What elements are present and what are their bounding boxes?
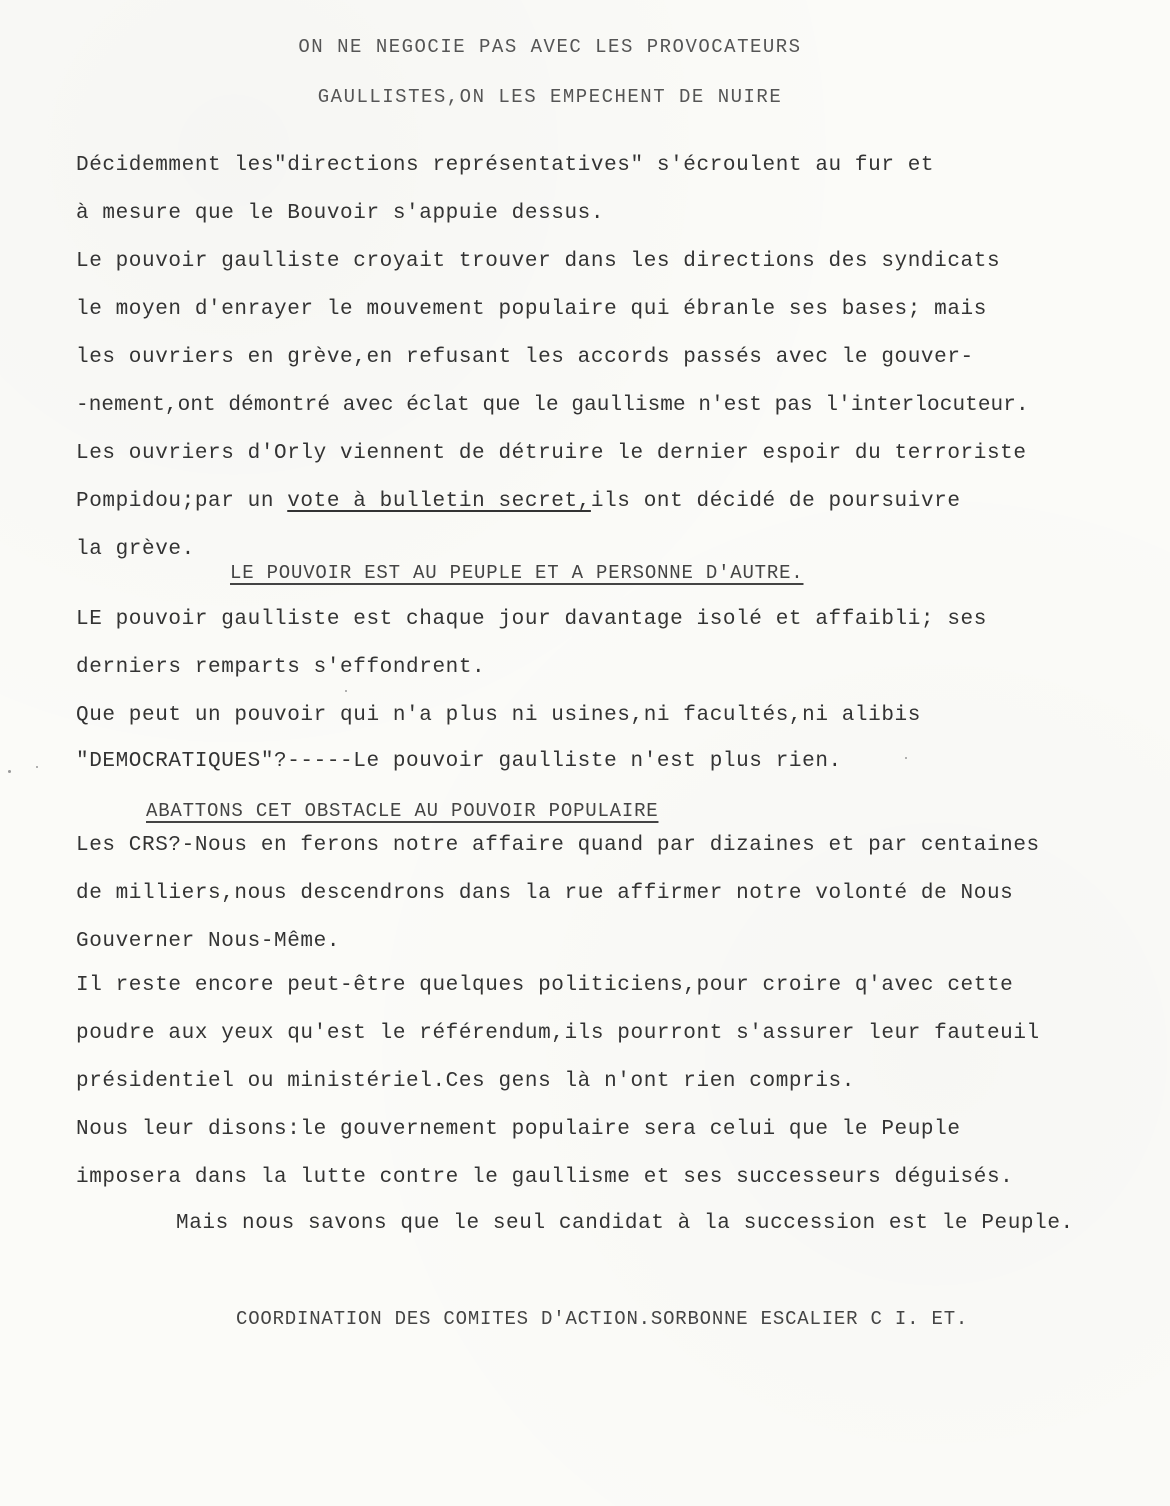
document-title-line-2: GAULLISTES,ON LES EMPECHENT DE NUIRE bbox=[317, 86, 783, 108]
text-line: derniers remparts s'effondrent. bbox=[76, 656, 486, 679]
text-line: Que peut un pouvoir qui n'a plus ni usines,ni facultés,ni alibis bbox=[76, 704, 921, 727]
text-line: LE pouvoir gaulliste est chaque jour davantage isolé et affaibli; ses bbox=[76, 608, 987, 631]
section-heading-2: ABATTONS CET OBSTACLE AU POUVOIR POPULAIRE bbox=[146, 800, 659, 822]
document-title-line-1: ON NE NEGOCIE PAS AVEC LES PROVOCATEURS bbox=[298, 36, 802, 58]
text-segment: Pompidou;par un bbox=[76, 490, 288, 513]
text-line: Mais nous savons que le seul candidat à la succession est le Peuple. bbox=[176, 1212, 1074, 1235]
text-line: Il reste encore peut-être quelques politiciens,pour croire q'avec cette bbox=[76, 974, 1014, 997]
underlined-phrase: vote à bulletin secret, bbox=[287, 490, 591, 513]
text-line: les ouvriers en grève,en refusant les accords passés avec le gouver- bbox=[76, 346, 974, 369]
paper-speck bbox=[345, 690, 347, 692]
text-line: Le pouvoir gaulliste croyait trouver dans les directions des syndicats bbox=[76, 250, 1001, 273]
text-line: poudre aux yeux qu'est le référendum,ils pourront s'assurer leur fauteuil bbox=[76, 1022, 1040, 1045]
signature-footer: COORDINATION DES COMITES D'ACTION.SORBONNE ESCALIER C I. ET. bbox=[236, 1308, 969, 1330]
paper-speck bbox=[36, 766, 38, 768]
text-line: Nous leur disons:le gouvernement populaire sera celui que le Peuple bbox=[76, 1118, 961, 1141]
text-line: imposera dans la lutte contre le gaullisme et ses successeurs déguisés. bbox=[76, 1166, 1014, 1189]
text-line: Décidemment les"directions représentatives" s'écroulent au fur et bbox=[76, 154, 935, 177]
text-line: de milliers,nous descendrons dans la rue affirmer notre volonté de Nous bbox=[76, 882, 1014, 905]
text-line: le moyen d'enrayer le mouvement populaire qui ébranle ses bases; mais bbox=[76, 298, 987, 321]
section-heading-1: LE POUVOIR EST AU PEUPLE ET A PERSONNE D'AUTRE. bbox=[230, 562, 804, 584]
text-line: la grève. bbox=[76, 538, 195, 561]
text-line: présidentiel ou ministériel.Ces gens là n'ont rien compris. bbox=[76, 1070, 855, 1093]
text-line: Gouverner Nous-Même. bbox=[76, 930, 341, 953]
text-line: Les CRS?-Nous en ferons notre affaire quand par dizaines et par centaines bbox=[76, 834, 1040, 857]
text-segment: ils ont décidé de poursuivre bbox=[590, 490, 961, 513]
text-line bbox=[76, 490, 961, 513]
paper-speck bbox=[8, 770, 11, 773]
text-line: "DEMOCRATIQUES"?-----Le pouvoir gaulliste n'est plus rien. bbox=[76, 750, 842, 773]
text-line: -nement,ont démontré avec éclat que le gaullisme n'est pas l'interlocuteur. bbox=[76, 394, 1029, 417]
text-line: à mesure que le Bouvoir s'appuie dessus. bbox=[76, 202, 605, 225]
text-line: Les ouvriers d'Orly viennent de détruire le dernier espoir du terroriste bbox=[76, 442, 1027, 465]
paper-speck bbox=[905, 757, 907, 759]
